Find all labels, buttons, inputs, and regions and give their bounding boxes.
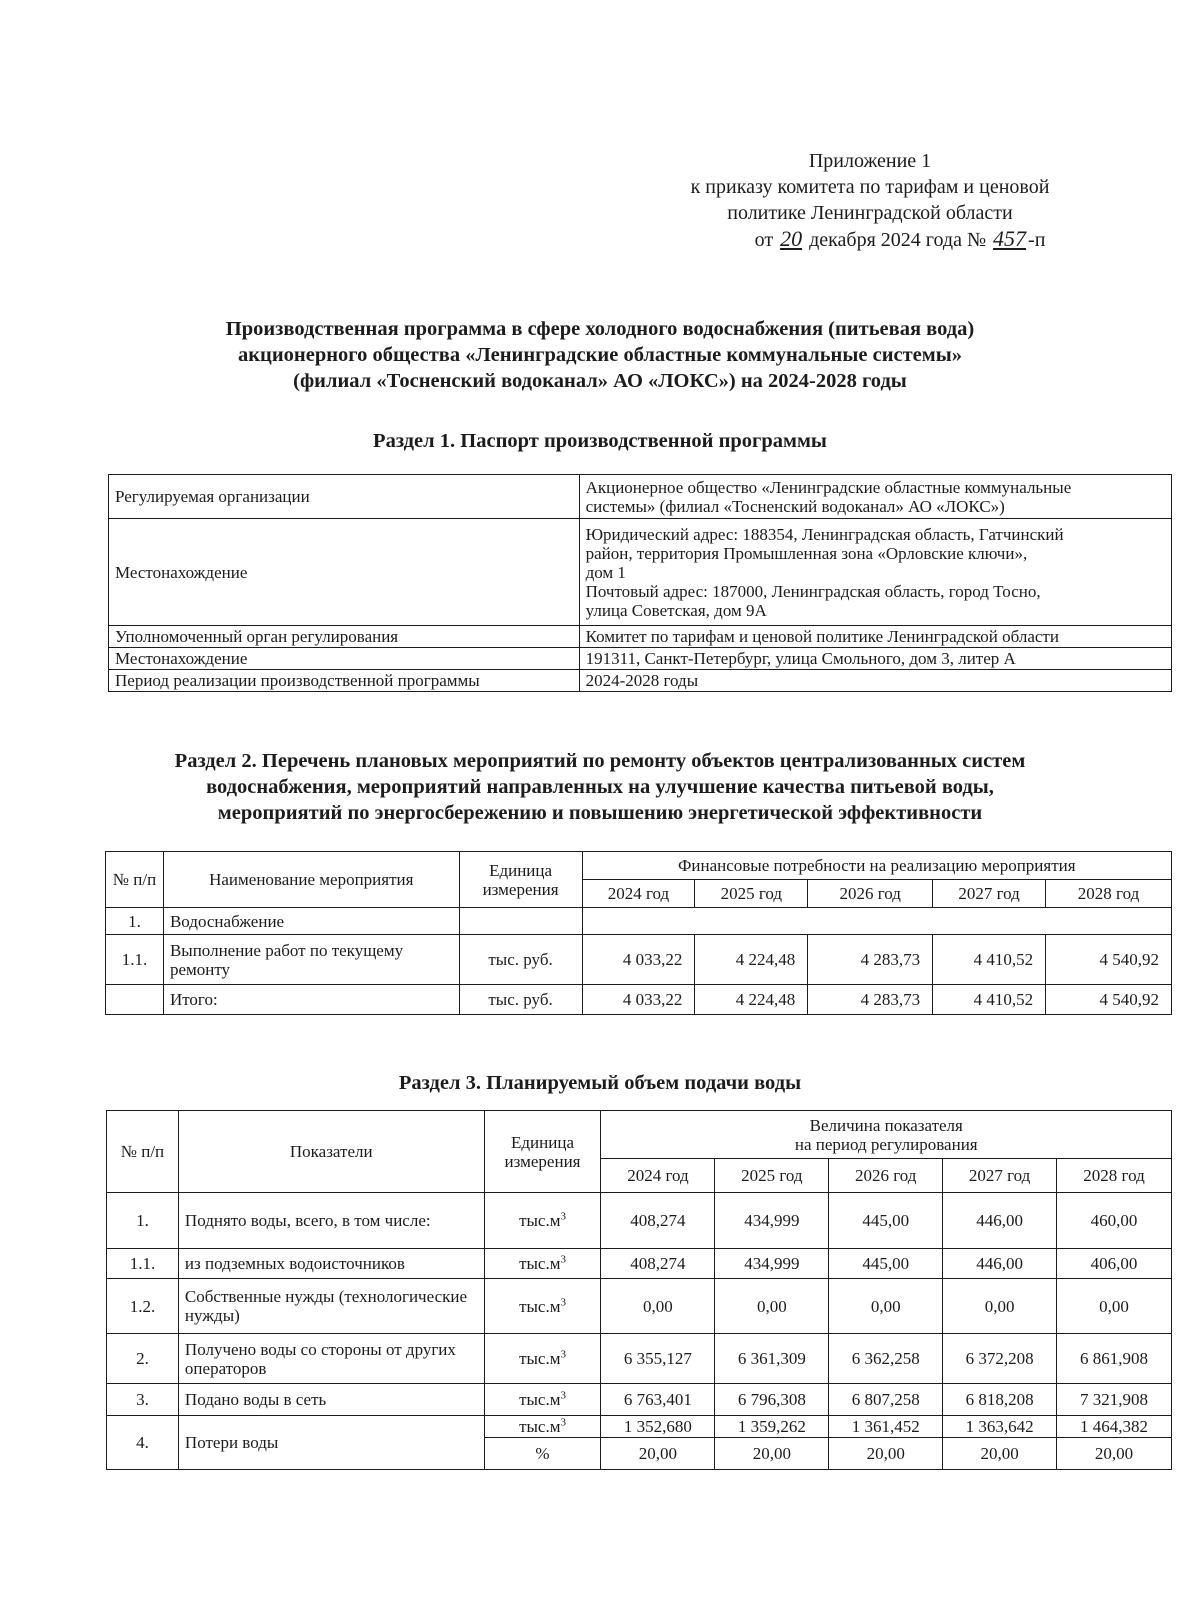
cell-no: 1. (107, 1193, 179, 1249)
cell-unit-percent: % (484, 1438, 601, 1470)
cell-value: 1 464,382 (1057, 1416, 1172, 1438)
header-year: 2025 год (695, 880, 808, 908)
cell-value: 408,274 (601, 1193, 715, 1249)
unit-base: тыс.м (519, 1296, 561, 1316)
cell-value: 6 362,258 (829, 1334, 943, 1384)
cell-value: 4 410,52 (933, 985, 1046, 1015)
passport-value: 191311, Санкт-Петербург, улица Смольного, дом 3, литер А (579, 648, 1171, 670)
handwritten-number: 457 (993, 226, 1027, 251)
value-line: дом 1 (585, 562, 626, 582)
passport-value: Комитет по тарифам и ценовой политике Ленинградской области (579, 626, 1171, 648)
table-row (109, 626, 1172, 648)
cell-value: 7 321,908 (1057, 1384, 1172, 1416)
passport-label: Местонахождение (109, 648, 580, 670)
cell-value: 4 540,92 (1046, 985, 1172, 1015)
cell-unit (484, 1279, 601, 1334)
header-year: 2027 год (943, 1159, 1057, 1193)
cell-value: 0,00 (943, 1279, 1057, 1334)
passport-label: Уполномоченный орган регулирования (109, 626, 580, 648)
cell-value: 0,00 (715, 1279, 829, 1334)
measures-table (105, 851, 1172, 1015)
cell-no: 1.2. (107, 1279, 179, 1334)
value-line: район, территория Промышленная зона «Орловские ключи», (585, 543, 1028, 563)
table-row (107, 1279, 1172, 1334)
cell-value: 6 807,258 (829, 1384, 943, 1416)
main-title (0, 316, 1200, 394)
cell-value: 460,00 (1057, 1193, 1172, 1249)
cell-value: 20,00 (1057, 1438, 1172, 1470)
table-row (107, 1416, 1172, 1438)
table-row (109, 670, 1172, 692)
cell-value: 4 410,52 (933, 935, 1046, 985)
table-row (107, 1384, 1172, 1416)
cell-value: 4 224,48 (695, 985, 808, 1015)
passport-label: Период реализации производственной программы (109, 670, 580, 692)
main-title-line-1: Производственная программа в сфере холодного водоснабжения (питьевая вода) (225, 318, 975, 340)
cell-value: 6 861,908 (1057, 1334, 1172, 1384)
section-2-title-line-1: Раздел 2. Перечень плановых мероприятий по ремонту объектов централизованных систем (174, 750, 1026, 772)
cell-unit (484, 1334, 601, 1384)
table-row (109, 648, 1172, 670)
cell-value: 408,274 (601, 1249, 715, 1279)
cell-value: 4 283,73 (808, 985, 933, 1015)
cell-unit (484, 1193, 601, 1249)
header-no: № п/п (106, 852, 164, 908)
cell-no: 2. (107, 1334, 179, 1384)
table-row (109, 475, 1172, 519)
annex-header (600, 148, 1140, 253)
cell-value: 6 818,208 (943, 1384, 1057, 1416)
table-row (106, 985, 1172, 1015)
unit-base: тыс.м (519, 1211, 561, 1230)
cell-value: 1 359,262 (715, 1416, 829, 1438)
main-title-line-3: (филиал «Тосненский водоканал» АО «ЛОКС») на 2024-2028 годы (293, 370, 907, 392)
header-row (107, 1111, 1172, 1159)
annex-line-2: к приказу комитета по тарифам и ценовой (690, 176, 1050, 198)
cell-empty (582, 908, 1171, 935)
cell-name: Подано воды в сеть (178, 1384, 484, 1416)
cell-value: 446,00 (943, 1193, 1057, 1249)
table-row (107, 1193, 1172, 1249)
table-row (107, 1249, 1172, 1279)
water-supply-table (106, 1110, 1172, 1470)
unit-exp: 3 (560, 1416, 566, 1429)
header-year: 2028 год (1046, 880, 1172, 908)
section-1-title: Раздел 1. Паспорт производственной программы (373, 430, 827, 452)
unit-base: тыс.м (519, 1390, 561, 1409)
cell-unit (484, 1249, 601, 1279)
main-title-line-2: акционерного общества «Ленинградские областные коммунальные системы» (238, 344, 962, 366)
cell-value: 6 763,401 (601, 1384, 715, 1416)
cell-no: 4. (107, 1416, 179, 1470)
cell-value: 20,00 (829, 1438, 943, 1470)
cell-value: 20,00 (601, 1438, 715, 1470)
cell-value: 406,00 (1057, 1249, 1172, 1279)
cell-value: 1 361,452 (829, 1416, 943, 1438)
unit-exp: 3 (560, 1210, 566, 1223)
cell-value: 20,00 (715, 1438, 829, 1470)
date-middle: декабря 2024 года № (809, 229, 987, 251)
cell-value: 0,00 (829, 1279, 943, 1334)
cell-value: 20,00 (943, 1438, 1057, 1470)
value-line: Юридический адрес: 188354, Ленинградская область, Гатчинский (585, 524, 1064, 544)
handwritten-day: 20 (780, 226, 803, 251)
cell-value: 0,00 (601, 1279, 715, 1334)
cell-name: Потери воды (178, 1416, 484, 1470)
unit-base: тыс.м (519, 1349, 561, 1368)
passport-value: 2024-2028 годы (579, 670, 1171, 692)
cell-unit (459, 908, 582, 935)
cell-no: 1.1. (107, 1249, 179, 1279)
table-row (106, 935, 1172, 985)
unit-exp: 3 (560, 1295, 566, 1308)
cell-value: 6 372,208 (943, 1334, 1057, 1384)
header-name: Наименование мероприятия (163, 852, 459, 908)
cell-name: Водоснабжение (163, 908, 459, 935)
header-finance: Финансовые потребности на реализацию мероприятия (582, 852, 1171, 880)
header-no: № п/п (107, 1111, 179, 1193)
cell-value: 1 352,680 (601, 1416, 715, 1438)
value-line: Акционерное общество «Ленинградские областные коммунальные (585, 477, 1072, 497)
annex-line-1: Приложение 1 (808, 150, 932, 172)
date-prefix: от (754, 229, 774, 251)
header-value-line-2: на период регулирования (794, 1134, 978, 1154)
section-2-title-line-3: мероприятий по энергосбережению и повышению энергетической эффективности (217, 802, 983, 824)
cell-value: 4 224,48 (695, 935, 808, 985)
unit-exp: 3 (560, 1389, 566, 1402)
value-line: системы» (филиал «Тосненский водоканал» АО «ЛОКС») (585, 496, 1005, 516)
value-line: Почтовый адрес: 187000, Ленинградская область, город Тосно, (585, 581, 1041, 601)
header-year: 2026 год (808, 880, 933, 908)
passport-label: Регулируемая организации (109, 475, 580, 519)
cell-value: 4 540,92 (1046, 935, 1172, 985)
cell-value: 434,999 (715, 1193, 829, 1249)
annex-line-3: политике Ленинградской области (727, 202, 1013, 224)
cell-no (106, 985, 164, 1015)
number-suffix: -п (1028, 229, 1046, 251)
unit-base: тыс.м (519, 1417, 561, 1436)
header-year: 2025 год (715, 1159, 829, 1193)
header-year: 2028 год (1057, 1159, 1172, 1193)
section-2-title-line-2: водоснабжения, мероприятий направленных на улучшение качества питьевой воды, (206, 776, 994, 798)
cell-name: Выполнение работ по текущему ремонту (163, 935, 459, 985)
cell-name: Собственные нужды (технологические нужды) (178, 1279, 484, 1334)
cell-no: 3. (107, 1384, 179, 1416)
cell-value: 6 361,309 (715, 1334, 829, 1384)
annex-date-line (600, 226, 1140, 253)
cell-unit: тыс. руб. (459, 985, 582, 1015)
cell-name: из подземных водоисточников (178, 1249, 484, 1279)
cell-value: 4 283,73 (808, 935, 933, 985)
header-year: 2024 год (582, 880, 695, 908)
passport-table (108, 474, 1172, 692)
unit-base: тыс.м (519, 1254, 561, 1273)
header-unit: Единица измерения (459, 852, 582, 908)
passport-value (579, 519, 1171, 626)
cell-value: 445,00 (829, 1193, 943, 1249)
passport-label: Местонахождение (109, 519, 580, 626)
cell-no: 1. (106, 908, 164, 935)
section-2-title (0, 748, 1200, 826)
cell-no: 1.1. (106, 935, 164, 985)
table-row (109, 519, 1172, 626)
cell-value: 6 796,308 (715, 1384, 829, 1416)
cell-value: 445,00 (829, 1249, 943, 1279)
header-year: 2024 год (601, 1159, 715, 1193)
value-line: улица Советская, дом 9А (585, 600, 767, 620)
header-value-line-1: Величина показателя (809, 1115, 963, 1135)
cell-value: 4 033,22 (582, 935, 695, 985)
header-value (601, 1111, 1172, 1159)
cell-unit (484, 1384, 601, 1416)
cell-name: Итого: (163, 985, 459, 1015)
header-year: 2027 год (933, 880, 1046, 908)
passport-value (579, 475, 1171, 519)
cell-value: 6 355,127 (601, 1334, 715, 1384)
section-3-title: Раздел 3. Планируемый объем подачи воды (398, 1072, 802, 1094)
unit-exp: 3 (560, 1348, 566, 1361)
cell-value: 0,00 (1057, 1279, 1172, 1334)
cell-value: 4 033,22 (582, 985, 695, 1015)
unit-exp: 3 (560, 1253, 566, 1266)
header-unit: Единица измерения (484, 1111, 601, 1193)
cell-name: Поднято воды, всего, в том числе: (178, 1193, 484, 1249)
cell-value: 446,00 (943, 1249, 1057, 1279)
cell-unit: тыс. руб. (459, 935, 582, 985)
cell-name: Получено воды со стороны от других операторов (178, 1334, 484, 1384)
cell-unit (484, 1416, 601, 1438)
header-year: 2026 год (829, 1159, 943, 1193)
table-row (106, 908, 1172, 935)
header-row (106, 852, 1172, 880)
cell-value: 434,999 (715, 1249, 829, 1279)
table-row (107, 1334, 1172, 1384)
cell-value: 1 363,642 (943, 1416, 1057, 1438)
header-indicator: Показатели (178, 1111, 484, 1193)
